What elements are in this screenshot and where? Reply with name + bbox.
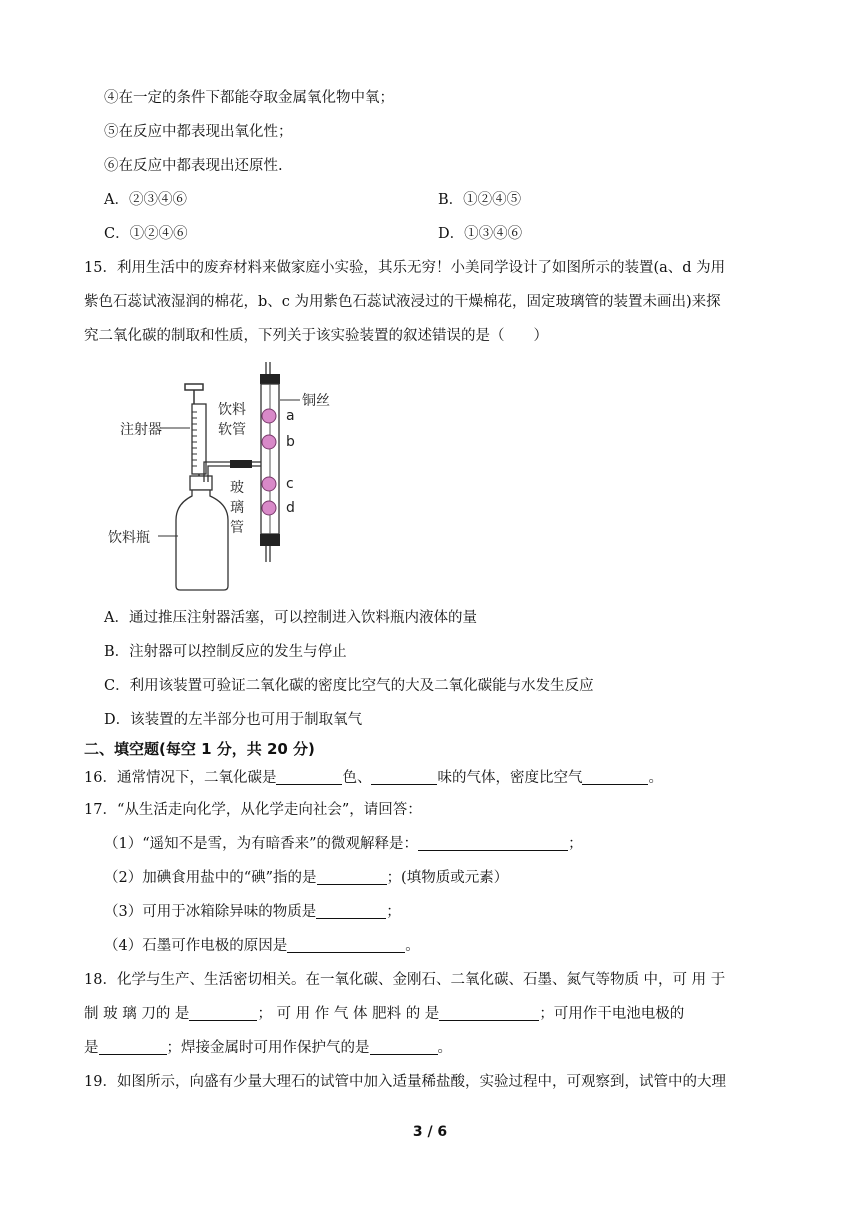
q18-blank-2[interactable] (439, 1004, 539, 1021)
q16-blank-1[interactable] (276, 768, 342, 785)
cotton-b (262, 435, 276, 449)
label-hose-1: 饮料 (218, 402, 246, 418)
q18-text-5: ；焊接金属时可用作保护气的是 (166, 1040, 370, 1056)
q17-blank-4[interactable] (287, 936, 405, 953)
q16 (84, 768, 663, 788)
q18-text-2: ； 可 用 作 气 体 肥料 的 是 (257, 1006, 440, 1022)
q15-stem-line-1: 15．利用生活中的废弃材料来做家庭小实验，其乐无穷！小美同学设计了如图所示的装置(a、d 为用 (84, 260, 726, 276)
label-glass-3: 管 (230, 520, 244, 536)
q18-text-4: 是 (84, 1040, 99, 1056)
q14-item-5: ⑤在反应中都表现出氧化性； (104, 124, 293, 140)
q14-item-4: ④在一定的条件下都能夺取金属氧化物中氧； (104, 90, 394, 106)
q15-stem-line-3: 究二氧化碳的制取和性质，下列关于该实验装置的叙述错误的是（ ） (84, 328, 548, 344)
q16-blank-3[interactable] (582, 768, 648, 785)
q17-stem: 17．“从生活走向化学，从化学走向社会”，请回答： (84, 802, 422, 818)
q18-blank-3[interactable] (99, 1038, 167, 1055)
label-c: c (286, 476, 294, 492)
q15-option-d: D．该装置的左半部分也可用于制取氧气 (104, 712, 363, 728)
cotton-c (262, 477, 276, 491)
q14-option-a: A．②③④⑥ (104, 192, 187, 208)
q15-option-b: B．注射器可以控制反应的发生与停止 (104, 644, 347, 660)
cotton-a (262, 409, 276, 423)
q18-line-2 (84, 1004, 684, 1024)
drink-bottle (176, 490, 228, 590)
bottle-cap (190, 476, 212, 490)
co2-apparatus-figure (100, 358, 340, 594)
label-glass-1: 玻 (230, 480, 244, 496)
q18-text-3: ；可用作干电池电极的 (539, 1006, 685, 1022)
q17-sub-3 (104, 902, 401, 922)
q17-sub-4-end: 。 (405, 938, 420, 954)
q17-sub-2-end: ；(填物质或元素） (386, 870, 509, 886)
label-copper-wire: 铜丝 (302, 393, 330, 409)
soft-hose (230, 460, 252, 468)
section-heading-fill-in: 二、填空题(每空 1 分，共 20 分) (84, 740, 315, 758)
q17-sub-3-text: （3）可用于冰箱除异味的物质是 (104, 904, 317, 920)
top-stopper (260, 374, 280, 384)
label-syringe: 注射器 (120, 422, 162, 438)
q17-sub-2-text: （2）加碘食用盐中的“碘”指的是 (104, 870, 317, 886)
q17-sub-4 (104, 936, 420, 956)
label-d: d (286, 500, 295, 516)
q18-line-1: 18．化学与生产、生活密切相关。在一氧化碳、金刚石、二氧化碳、石墨、氮气等物质 中，可 用 于 (84, 972, 726, 988)
label-glass-2: 璃 (230, 500, 244, 516)
q18-line-3 (84, 1038, 452, 1058)
label-hose-2: 软管 (218, 422, 246, 438)
q16-text-1: 16．通常情况下，二氧化碳是 (84, 770, 277, 786)
q18-text-6: 。 (437, 1040, 452, 1056)
page-number: 3 / 6 (412, 1124, 448, 1140)
q15-option-c: C．利用该装置可验证二氧化碳的密度比空气的大及二氧化碳能与水发生反应 (104, 678, 594, 694)
q18-blank-4[interactable] (370, 1038, 438, 1055)
q17-sub-1 (104, 834, 583, 854)
q17-blank-2[interactable] (317, 868, 387, 885)
label-bottle: 饮料瓶 (108, 530, 150, 546)
q16-blank-2[interactable] (371, 768, 437, 785)
q14-item-6: ⑥在反应中都表现出还原性. (104, 158, 283, 174)
q19-line-1: 19．如图所示，向盛有少量大理石的试管中加入适量稀盐酸，实验过程中，可观察到，试管中的大理 (84, 1074, 726, 1090)
label-b: b (286, 434, 295, 450)
q16-text-4: 。 (648, 770, 663, 786)
q14-option-c: C．①②④⑥ (104, 226, 188, 242)
q17-sub-1-end: ； (568, 836, 583, 852)
q14-option-d: D．①③④⑥ (438, 226, 523, 242)
q17-sub-1-text: （1）“遥知不是雪，为有暗香来”的微观解释是： (104, 836, 419, 852)
syringe-plunger-cap (185, 384, 203, 390)
q17-sub-2 (104, 868, 508, 888)
q17-sub-4-text: （4）石墨可作电极的原因是 (104, 938, 288, 954)
q17-blank-1[interactable] (418, 834, 568, 851)
bottom-stopper (260, 534, 280, 546)
q15-option-a: A．通过推压注射器活塞，可以控制进入饮料瓶内液体的量 (104, 610, 477, 626)
q18-blank-1[interactable] (189, 1004, 257, 1021)
q16-text-2: 色、 (342, 770, 372, 786)
q15-stem-line-2: 紫色石蕊试液湿润的棉花，b、c 为用紫色石蕊试液浸过的干燥棉花，固定玻璃管的装置未画出)来探 (84, 294, 721, 310)
cotton-d (262, 501, 276, 515)
q18-text-1: 制 玻 璃 刀的 是 (84, 1006, 190, 1022)
q14-option-b: B．①②④⑤ (438, 192, 522, 208)
label-a: a (286, 408, 295, 424)
q17-sub-3-end: ； (386, 904, 401, 920)
q17-blank-3[interactable] (316, 902, 386, 919)
q16-text-3: 味的气体，密度比空气 (437, 770, 583, 786)
